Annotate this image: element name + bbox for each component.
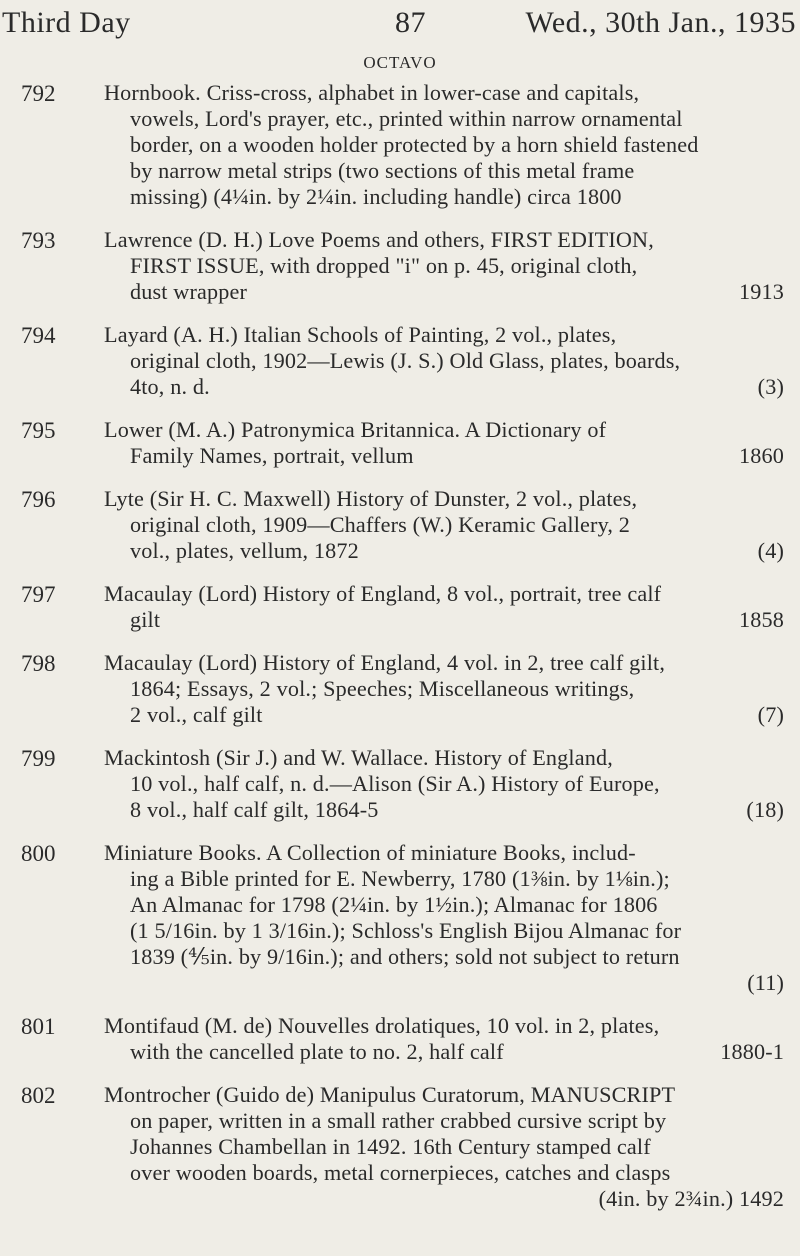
- catalogue-entry: [0, 486, 800, 564]
- entry-line: ing a Bible printed for E. Newberry, 1780 (1⅜in. by 1⅛in.);: [130, 866, 670, 891]
- entry-line-text: gilt: [130, 607, 161, 632]
- catalogue-entry: [0, 840, 800, 996]
- entry-line: 10 vol., half calf, n. d.—Alison (Sir A.) History of Europe,: [130, 771, 660, 796]
- entry-line: [104, 607, 784, 633]
- lot-number: 801: [21, 1014, 56, 1039]
- entry-text: [104, 486, 784, 564]
- entry-dimensions-date: (4in. by 2¾in.) 1492: [598, 1186, 784, 1211]
- entry-line: Lawrence (D. H.) Love Poems and others, FIRST EDITION,: [104, 227, 654, 252]
- lot-number: 797: [21, 582, 56, 607]
- entry-line: Miniature Books. A Collection of miniature Books, includ-: [104, 840, 636, 865]
- catalogue-entry: [0, 581, 800, 633]
- entry-line-text: 4to, n. d.: [130, 374, 210, 399]
- entry-line: [104, 1039, 784, 1065]
- catalogue-entry: [0, 1082, 800, 1212]
- entry-count: (11): [747, 970, 784, 995]
- entry-count: (18): [746, 797, 784, 822]
- entry-line: [104, 374, 784, 400]
- page-header: [0, 6, 800, 50]
- page-number: 87: [395, 6, 426, 39]
- entry-line: on paper, written in a small rather crabbed cursive script by: [130, 1108, 667, 1133]
- entry-line-text: 2 vol., calf gilt: [130, 702, 263, 727]
- entry-date: 1880-1: [720, 1039, 784, 1064]
- lot-number: 794: [21, 323, 56, 348]
- entry-date: 1913: [739, 279, 784, 304]
- lot-number: 802: [21, 1083, 56, 1108]
- entry-text: [104, 227, 784, 305]
- entry-line: over wooden boards, metal cornerpieces, catches and clasps: [130, 1160, 671, 1185]
- entry-line: Hornbook. Criss-cross, alphabet in lower-case and capitals,: [104, 80, 640, 105]
- catalogue-entry: [0, 227, 800, 305]
- catalogue-entries: [0, 80, 800, 1229]
- entry-line-text: vol., plates, vellum, 1872: [130, 538, 359, 563]
- entry-line: Macaulay (Lord) History of England, 4 vol. in 2, tree calf gilt,: [104, 650, 666, 675]
- catalogue-entry: [0, 650, 800, 728]
- entry-line: 1839 (⅘in. by 9/16in.); and others; sold not subject to return: [130, 944, 680, 969]
- entry-count: (4): [757, 538, 784, 563]
- entry-text: [104, 745, 784, 823]
- catalogue-entry: [0, 1013, 800, 1065]
- entry-line: An Almanac for 1798 (2¼in. by 1½in.); Almanac for 1806: [130, 892, 658, 917]
- entry-text: [104, 840, 784, 996]
- entry-text: [104, 1013, 784, 1065]
- section-title: OCTAVO: [363, 53, 437, 72]
- entry-line-text: dust wrapper: [130, 279, 248, 304]
- catalogue-entry: [0, 322, 800, 400]
- entry-line: vowels, Lord's prayer, etc., printed within narrow ornamental: [130, 106, 683, 131]
- lot-number: 793: [21, 228, 56, 253]
- entry-line: [104, 1186, 784, 1212]
- entry-line: [104, 702, 784, 728]
- entry-line: [104, 279, 784, 305]
- catalogue-entry: [0, 745, 800, 823]
- entry-line: 1864; Essays, 2 vol.; Speeches; Miscellaneous writings,: [130, 676, 635, 701]
- entry-count: (7): [757, 702, 784, 727]
- entry-text: [104, 1082, 784, 1212]
- entry-line-text: Family Names, portrait, vellum: [130, 443, 414, 468]
- entry-line: [104, 797, 784, 823]
- entry-line: Montrocher (Guido de) Manipulus Curatorum, MANUSCRIPT: [104, 1082, 676, 1107]
- entry-line: original cloth, 1909—Chaffers (W.) Keramic Gallery, 2: [130, 512, 631, 537]
- entry-line: Lyte (Sir H. C. Maxwell) History of Dunster, 2 vol., plates,: [104, 486, 638, 511]
- entry-line: missing) (4¼in. by 2¼in. including handle) circa 1800: [130, 184, 622, 209]
- entry-line: Mackintosh (Sir J.) and W. Wallace. History of England,: [104, 745, 613, 770]
- lot-number: 798: [21, 651, 56, 676]
- entry-line-text: with the cancelled plate to no. 2, half calf: [130, 1039, 504, 1064]
- entry-text: [104, 581, 784, 633]
- entry-line: Lower (M. A.) Patronymica Britannica. A Dictionary of: [104, 417, 607, 442]
- entry-line: Layard (A. H.) Italian Schools of Painting, 2 vol., plates,: [104, 322, 617, 347]
- catalogue-entry: [0, 80, 800, 210]
- entry-text: [104, 650, 784, 728]
- entry-count: (3): [757, 374, 784, 399]
- entry-text: [104, 80, 784, 210]
- entry-line: border, on a wooden holder protected by a horn shield fastened: [130, 132, 699, 157]
- entry-line: FIRST ISSUE, with dropped "i" on p. 45, original cloth,: [130, 253, 638, 278]
- entry-line: [104, 443, 784, 469]
- entry-line: by narrow metal strips (two sections of this metal frame: [130, 158, 635, 183]
- header-date: Wed., 30th Jan., 1935: [525, 6, 796, 39]
- entry-line: original cloth, 1902—Lewis (J. S.) Old Glass, plates, boards,: [130, 348, 681, 373]
- lot-number: 795: [21, 418, 56, 443]
- entry-line-text: 8 vol., half calf gilt, 1864-5: [130, 797, 379, 822]
- entry-line: Johannes Chambellan in 1492. 16th Century stamped calf: [130, 1134, 651, 1159]
- lot-number: 792: [21, 81, 56, 106]
- entry-line: (1 5/16in. by 1 3/16in.); Schloss's English Bijou Almanac for: [130, 918, 682, 943]
- entry-date: 1858: [739, 607, 784, 632]
- lot-number: 800: [21, 841, 56, 866]
- header-day: Third Day: [2, 6, 131, 39]
- lot-number: 796: [21, 487, 56, 512]
- entry-text: [104, 322, 784, 400]
- entry-line: Montifaud (M. de) Nouvelles drolatiques, 10 vol. in 2, plates,: [104, 1013, 660, 1038]
- entry-line: [104, 970, 784, 996]
- catalogue-entry: [0, 417, 800, 469]
- lot-number: 799: [21, 746, 56, 771]
- entry-line: Macaulay (Lord) History of England, 8 vol., portrait, tree calf: [104, 581, 662, 606]
- entry-line: [104, 538, 784, 564]
- entry-date: 1860: [739, 443, 784, 468]
- entry-text: [104, 417, 784, 469]
